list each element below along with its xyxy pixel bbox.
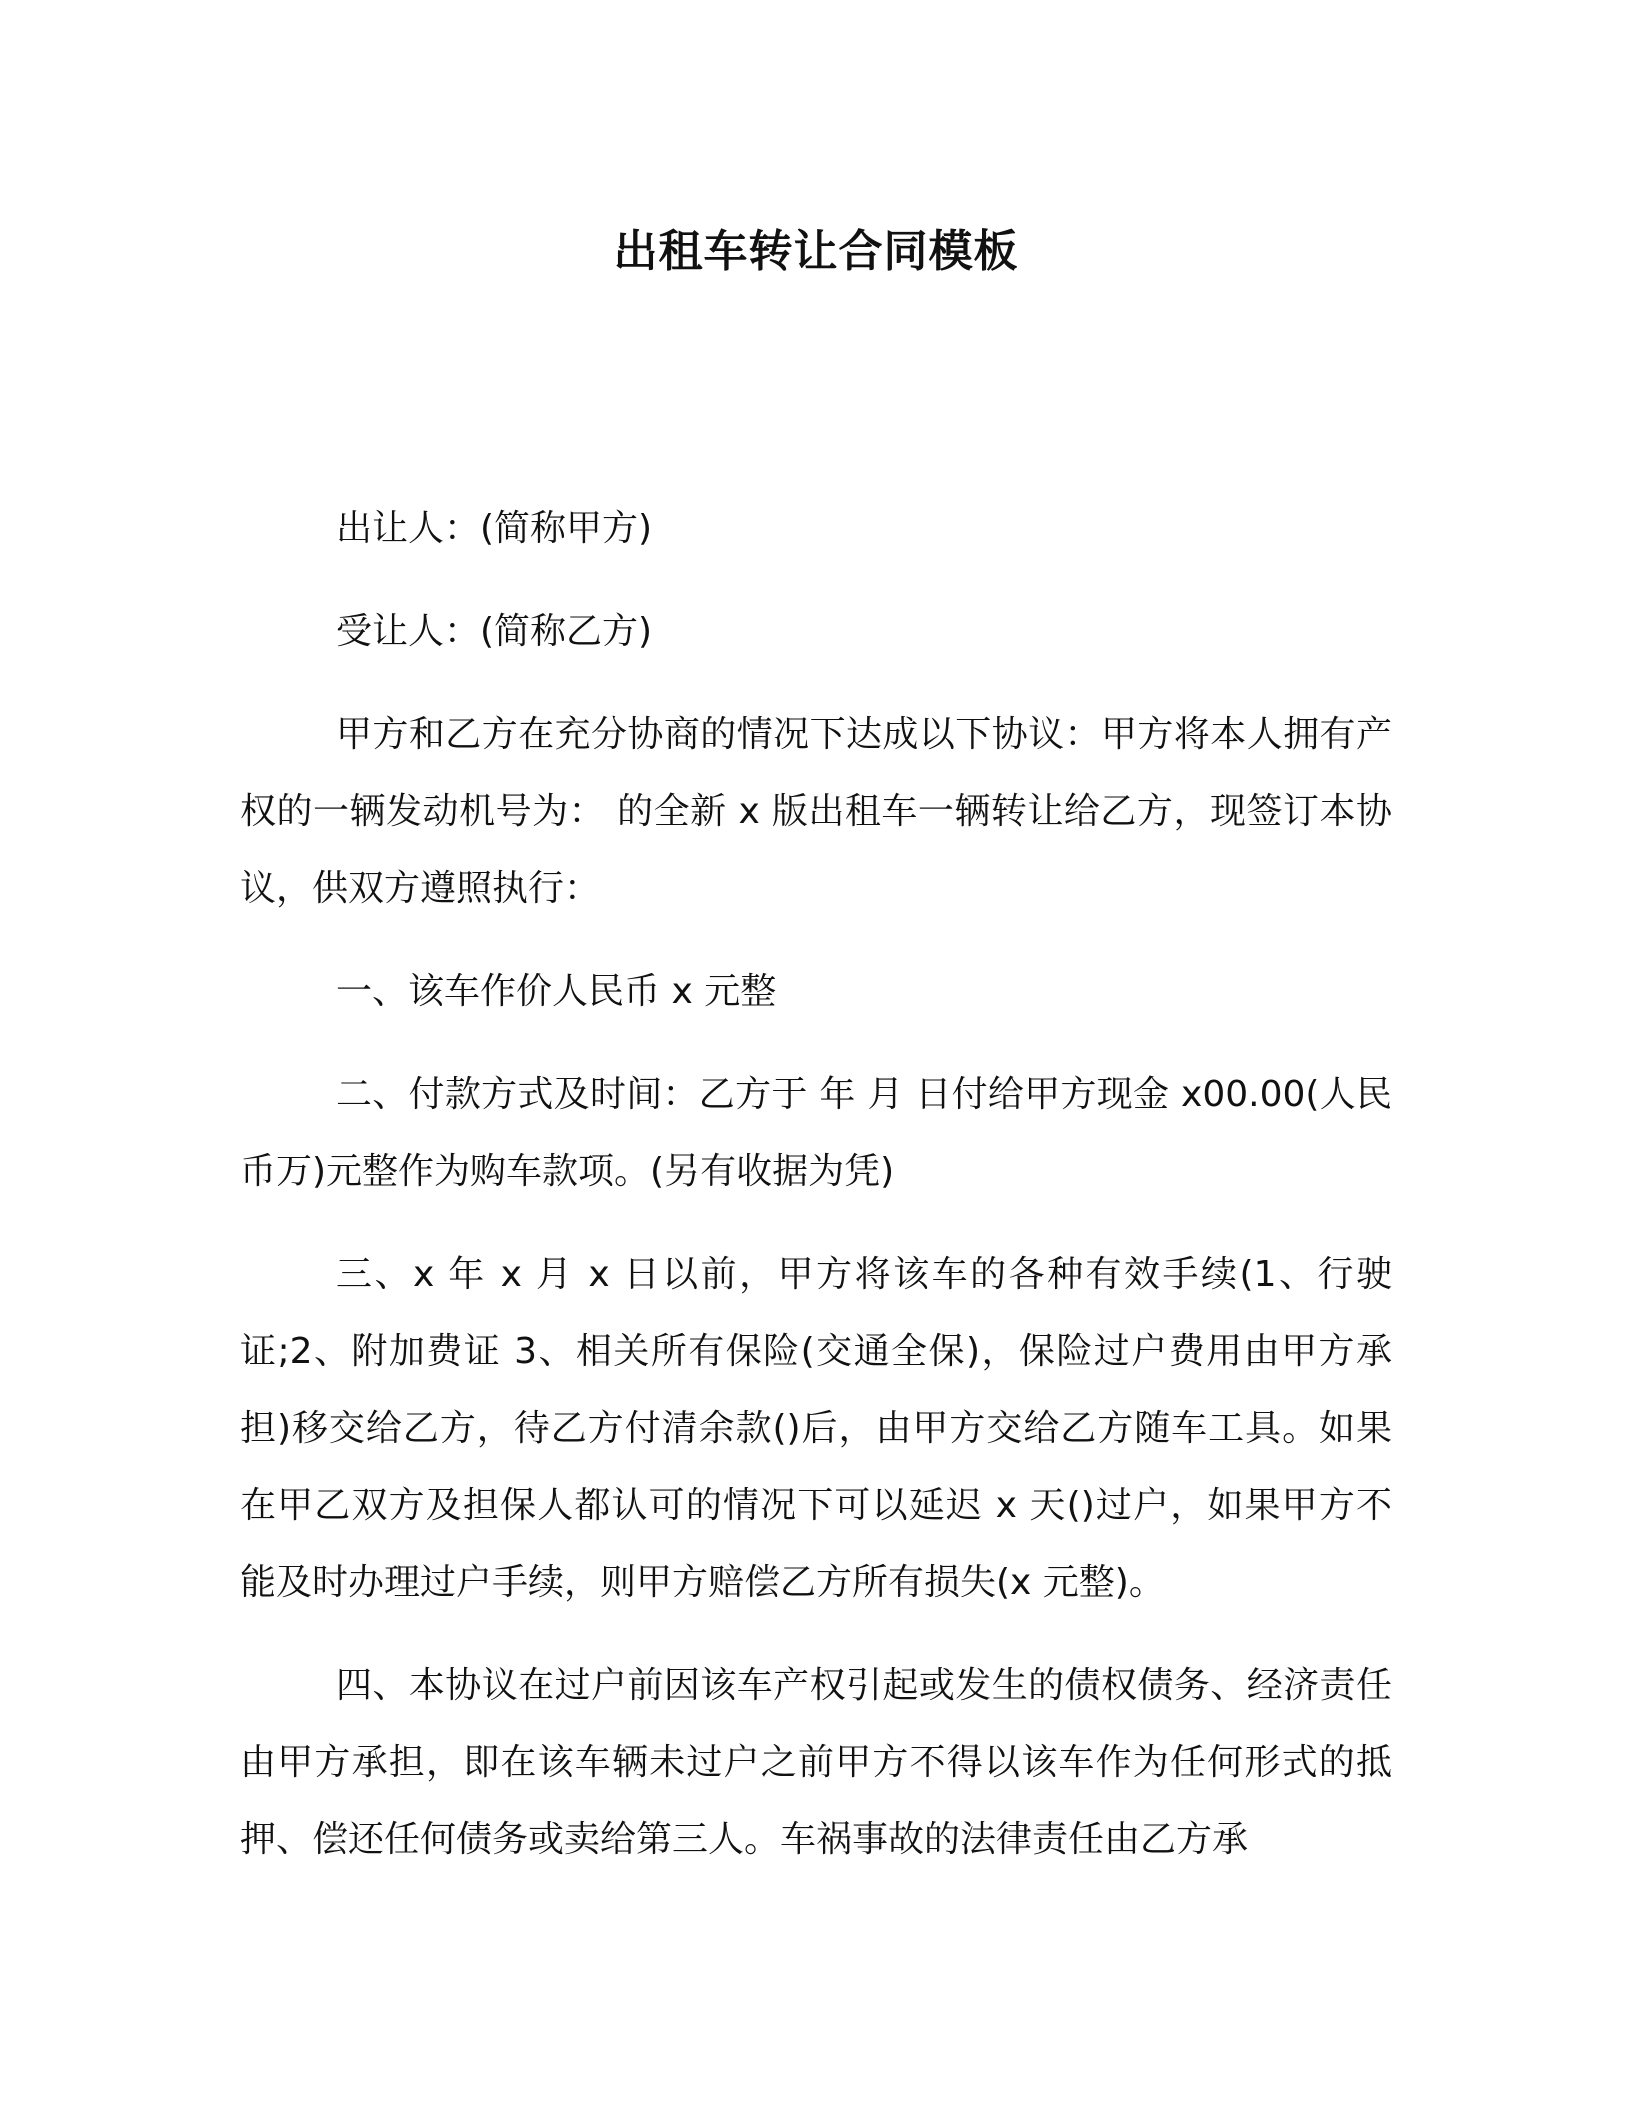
paragraph-transferor: 出让人：(简称甲方) [336, 508, 653, 549]
paragraph-clause-4: 四、本协议在过户前因该车产权引起或发生的债权债务、经济责任由甲方承担，即在该车辆未过户之前甲方不得以该车作为任何形式的抵押、偿还任何债务或卖给第三人。车祸事故的法律责任由乙方承 [240, 1665, 1392, 1860]
paragraph-preamble: 甲方和乙方在充分协商的情况下达成以下协议：甲方将本人拥有产权的一辆发动机号为： 的全新 x 版出租车一辆转让给乙方，现签订本协议，供双方遵照执行： [240, 714, 1392, 909]
paragraph-clause-1: 一、该车作价人民币 x 元整 [336, 971, 777, 1012]
document-title: 出租车转让合同模板 [613, 226, 1019, 277]
paragraph-clause-3: 三、x 年 x 月 x 日以前，甲方将该车的各种有效手续(1、行驶证;2、附加费证 3、相关所有保险(交通全保)，保险过户费用由甲方承担)移交给乙方，待乙方付清余款()后，由甲方交给乙方随车工具。如果在甲乙双方及担保人都认可的情况下可以延迟 x 天()过户，如果甲方不能及时办理过户手续，则甲方赔偿乙方所有损失(x 元整)。 [240, 1254, 1392, 1603]
paragraph-clause-2: 二、付款方式及时间：乙方于 年 月 日付给甲方现金 x00.00(人民币万)元整作为购车款项。(另有收据为凭) [240, 1074, 1392, 1192]
document-body [240, 490, 1392, 1878]
paragraph-transferee: 受让人：(简称乙方) [336, 611, 653, 652]
